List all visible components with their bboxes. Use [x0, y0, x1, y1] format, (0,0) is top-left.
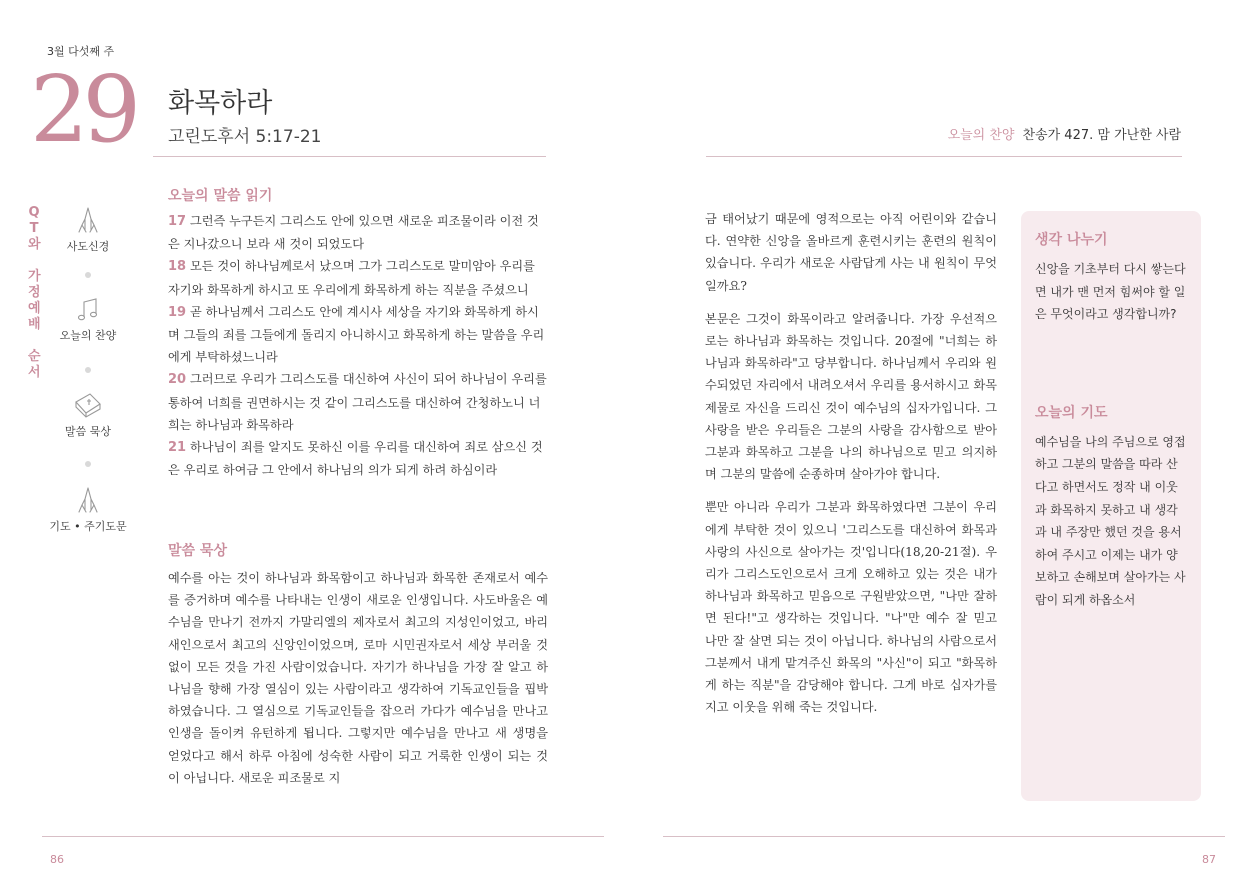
meditation-text: 예수를 아는 것이 하나님과 화목함이고 하나님과 화목한 존재로서 예수를 증거하며 예수를 나타내는 인생이 새로운 인생입니다. 사도바울은 예수님을 만나기 전까지 가말리엘의 제자로서 최고의 지성인이었고, 바리새인으로서 최고의 신앙인이었으며, 로마 시민권자로서 세상 부러울 것 없이 모든 것을 가진 사람이었습니다. 자기가 하나님을 가장 잘 알고 하나님을 향해 가장 열심이 있는 사람이라고 생각하여 기독교인들을 핍박하였습니다. 그 열심으로 기독교인들을 잡으러 가다가 예수님을 만나고 인생을 돌이켜 유턴하게 됩니다. 그렇지만 예수님을 만나고 새 생명을 얻었다고 해서 하루 아침에 성숙한 사람이 되고 거룩한 인생이 되는 것이 아닙니다. 새로운 피조물로 지 — [168, 571, 548, 785]
meditation-heading: 말씀 묵상 — [168, 543, 227, 559]
nav-item-prayer[interactable] — [48, 485, 128, 534]
vertical-label-char: 가 — [28, 269, 41, 284]
verse-text: 모든 것이 하나님께로서 났으며 그가 그리스도로 말미암아 우리를 자기와 화목하게 하시고 또 우리에게 화목하게 하는 직분을 주셨으니 — [168, 259, 535, 297]
praying-hands-icon — [74, 205, 102, 235]
paragraph: 뿐만 아니라 우리가 그분과 화목하였다면 그분이 우리에게 부탁한 것이 있으니 '그리스도를 대신하여 화목과 사랑의 사신으로 살아가는 것'입니다(18,20-21절). 우리가 그리스도인으로서 크게 오해하고 있는 것은 내가 하나님과 화목하고 믿음으로 구원받았으면, "나만 잘하면 된다!"고 생각하는 것입니다. "나"만 예수 잘 믿고 나만 잘 살면 되는 것이 아닙니다. 하나님의 사람으로서 그분께서 내게 맡겨주신 화목의 "사신"이 되고 "화목하게 하는 직분"을 감당해야 합니다. 그게 바로 십자가를 지고 이웃을 위해 죽는 것입니다. — [705, 500, 997, 715]
verse-number: 17 — [168, 214, 187, 229]
hymn-title: 찬송가 427. 맘 가난한 사람 — [1022, 128, 1181, 143]
sharing-heading: 생각 나누기 — [1035, 232, 1108, 248]
verse-number: 19 — [168, 304, 187, 320]
verse-text: 그러므로 우리가 그리스도를 대신하여 사신이 되어 하나님이 우리를 통하여 너희를 권면하시는 것 같이 그리스도를 대신하여 간청하노니 너희는 하나님과 화목하라 — [168, 372, 547, 432]
vertical-label-char: 예 — [28, 301, 41, 316]
bible-book-icon — [72, 390, 104, 420]
page-number-right: 87 — [1202, 853, 1216, 866]
vertical-label-char: Q — [28, 205, 40, 220]
header-divider — [153, 156, 546, 157]
footer-divider — [663, 836, 1225, 837]
scripture-verses — [168, 210, 548, 481]
page-title: 화목하라 — [168, 88, 273, 119]
verse-number: 20 — [168, 372, 187, 388]
nav-item-hymn[interactable] — [48, 296, 128, 343]
hymn-label: 오늘의 찬양 — [947, 128, 1015, 143]
music-note-icon — [74, 296, 102, 324]
sharing-text: 신앙을 기초부터 다시 쌓는다면 내가 맨 먼저 힘써야 할 일은 무엇이라고 생각합니까? — [1035, 262, 1186, 322]
meditation-continued — [705, 208, 997, 729]
nav-separator-dot — [85, 461, 91, 467]
vertical-label-char — [28, 333, 40, 349]
hymn-of-the-day — [948, 124, 1181, 143]
nav-item-apostles-creed[interactable] — [48, 205, 128, 254]
reading-heading: 오늘의 말씀 읽기 — [168, 188, 273, 204]
day-number: 29 — [30, 56, 136, 163]
vertical-label-char: T — [29, 221, 39, 236]
footer-divider — [42, 836, 604, 837]
vertical-label-char: 순 — [28, 349, 41, 364]
praying-hands-icon — [74, 485, 102, 515]
vertical-label-char: 배 — [28, 317, 41, 332]
prayer-heading: 오늘의 기도 — [1035, 404, 1108, 421]
nav-item-label: 오늘의 찬양 — [59, 329, 117, 342]
verse-text: 그런즉 누구든지 그리스도 안에 있으면 새로운 피조물이라 이전 것은 지나갔으니 보라 새 것이 되었도다 — [168, 214, 539, 252]
prayer-text: 예수님을 나의 주님으로 영접하고 그분의 말씀을 따라 산다고 하면서도 정작 내 이웃과 화목하지 못하고 내 생각과 내 주장만 했던 것을 용서하여 주시고 이제는 내가 양보하고 손해보며 살아가는 사람이 되게 하옵소서 — [1035, 434, 1186, 607]
nav-item-label: 말씀 묵상 — [64, 425, 111, 438]
nav-separator-dot — [85, 272, 91, 278]
verse-number: 21 — [168, 440, 187, 456]
right-page — [629, 0, 1258, 892]
paragraph: 금 태어났기 때문에 영적으로는 아직 어린이와 같습니다. 연약한 신앙을 올바르게 훈련시키는 훈련의 원칙이 있습니다. 우리가 새로운 사람답게 사는 내 원칙이 무엇일까요? — [705, 212, 997, 293]
nav-item-label: 사도신경 — [66, 240, 110, 253]
reflection-box — [1021, 211, 1201, 801]
vertical-label-char: 와 — [28, 237, 41, 252]
nav-item-label: 기도 • 주기도문 — [49, 520, 127, 533]
vertical-section-label — [28, 205, 40, 381]
vertical-label-char: 서 — [28, 365, 41, 380]
verse-number: 18 — [168, 259, 187, 275]
nav-separator-dot — [85, 367, 91, 373]
vertical-label-char: 정 — [28, 285, 41, 300]
verse-text: 하나님이 죄를 알지도 못하신 이를 우리를 대신하여 죄로 삼으신 것은 우리로 하여금 그 안에서 하나님의 의가 되게 하려 하심이라 — [168, 440, 543, 478]
verse-text: 곧 하나님께서 그리스도 안에 계시사 세상을 자기와 화목하게 하시며 그들의 죄를 그들에게 돌리지 아니하시고 화목하게 하는 말씀을 우리에게 부탁하셨느니라 — [168, 304, 545, 365]
nav-item-meditation[interactable] — [48, 390, 128, 439]
page-number-left: 86 — [50, 853, 64, 866]
vertical-label-char — [28, 253, 40, 269]
paragraph: 본문은 그것이 화목이라고 알려줍니다. 가장 우선적으로는 하나님과 화목하는 것입니다. 20절에 "너희는 하나님과 화목하라"고 당부합니다. 하나님께서 우리와 원수되었던 자리에서 내려오셔서 우리를 용서하시고 화목제물로 자신을 드리신 것이 예수님의 십자가입니다. 그 사랑을 받은 우리들은 그분의 사랑을 감사함으로 받아 그분과 화목하고 그분을 나의 하나님으로 믿고 의지하며 그분의 말씀에 순종하며 살아가야 합니다. — [705, 311, 997, 482]
week-label: 3월 다섯째 주 — [47, 45, 115, 58]
scripture-reference: 고린도후서 5:17-21 — [168, 127, 322, 147]
header-divider — [706, 156, 1182, 157]
